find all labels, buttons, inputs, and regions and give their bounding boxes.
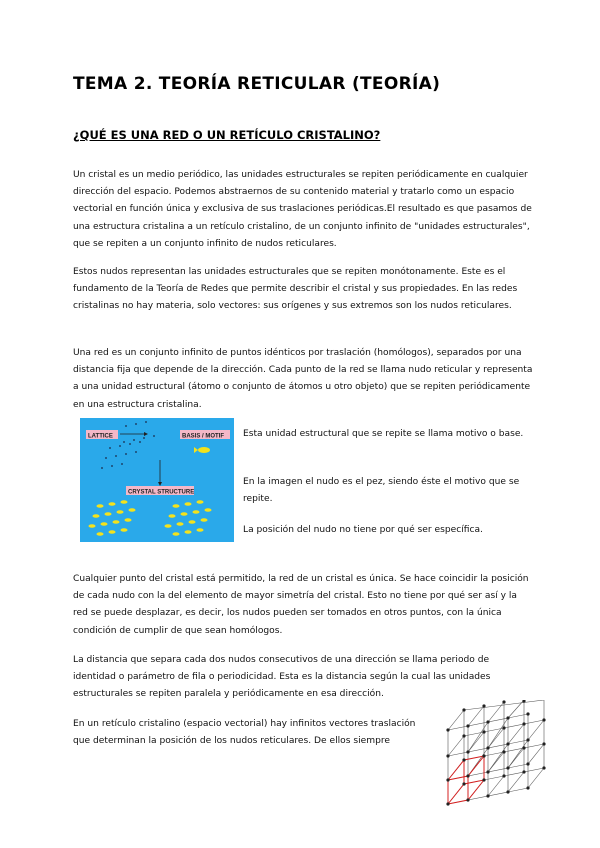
- unit-cell-highlight: [448, 756, 484, 804]
- basis-label: BASIS / MOTIF: [182, 433, 224, 440]
- motif-fish: [194, 447, 210, 453]
- figure-text-position: La posición del nudo no tiene por qué ser específica.: [243, 525, 483, 535]
- lattice-3d-figure: [438, 700, 550, 810]
- paragraph-lattice-uniqueness: Cualquier punto del cristal está permitido, la red de un cristal es única. Se hace coincidir la posición de cada nudo con la del elemento de mayor simetría del cristal. Esto no tiene por qué ser así y la red se puede desplazar, es decir, los nudos pueden ser tomados en otros puntos, con la única condición de cumplir de que sean homólogos.: [73, 574, 529, 636]
- section-heading: ¿QUÉ ES UNA RED O UN RETÍCULO CRISTALINO?: [73, 128, 381, 142]
- page-title: TEMA 2. TEORÍA RETICULAR (TEORÍA): [73, 74, 441, 94]
- crystal-structure-figure: [80, 418, 234, 542]
- figure-text-motif: Esta unidad estructural que se repite se llama motivo o base.: [243, 429, 524, 439]
- arrow-vertical-head: [158, 482, 162, 486]
- lattice-nodes: [446, 700, 545, 806]
- paragraph-identity-period: La distancia que separa cada dos nudos consecutivos de una dirección se llama periodo de identidad o parámetro de fila o periodicidad. Esta es la distancia según la cual las unidades estructurales se repiten paralela y periódicamente en esa dirección.: [73, 655, 491, 700]
- figure-text-fish: En la imagen el nudo es el pez, siendo éste el motivo que se repite.: [243, 477, 520, 505]
- lattice-dots: [101, 421, 155, 469]
- arrow-horizontal-head: [144, 432, 148, 436]
- crystal-fish-grid: [89, 500, 212, 536]
- lattice-label: LATTICE: [88, 433, 113, 440]
- paragraph-nodes: Estos nudos representan las unidades estructurales que se repiten monótonamente. Este es el fundamento de la Teoría de Redes que permite describir el cristal y sus propiedades. En las redes cristalinas no hay materia, solo vectores: sus orígenes y sus extremos son los nudos reticulares.: [73, 267, 518, 312]
- paragraph-translation-vectors: En un retículo cristalino (espacio vectorial) hay infinitos vectores traslación que determinan la posición de los nudos reticulares. De ellos siempre: [73, 719, 416, 747]
- paragraph-lattice-definition: Una red es un conjunto infinito de puntos idénticos por traslación (homólogos), separados por una distancia fija que depende de la dirección. Cada punto de la red se llama nudo reticular y representa a una unidad estructural (átomo o conjunto de átomos u otro objeto) que se repiten periódicamente en una estructura cristalina.: [73, 348, 533, 410]
- crystal-label: CRYSTAL STRUCTURE: [128, 489, 195, 496]
- paragraph-intro: Un cristal es un medio periódico, las unidades estructurales se repiten periódicamente en cualquier dirección del espacio. Podemos abstraernos de su contenido material y tratarlo como un espacio vectorial en función única y exclusiva de sus traslaciones periódicas.El resultado es que pasamos de una estructura cristalina a un retículo cristalino, de un conjunto infinito de "unidades estructurales", que se repiten a un conjunto infinito de nudos reticulares.: [73, 170, 532, 249]
